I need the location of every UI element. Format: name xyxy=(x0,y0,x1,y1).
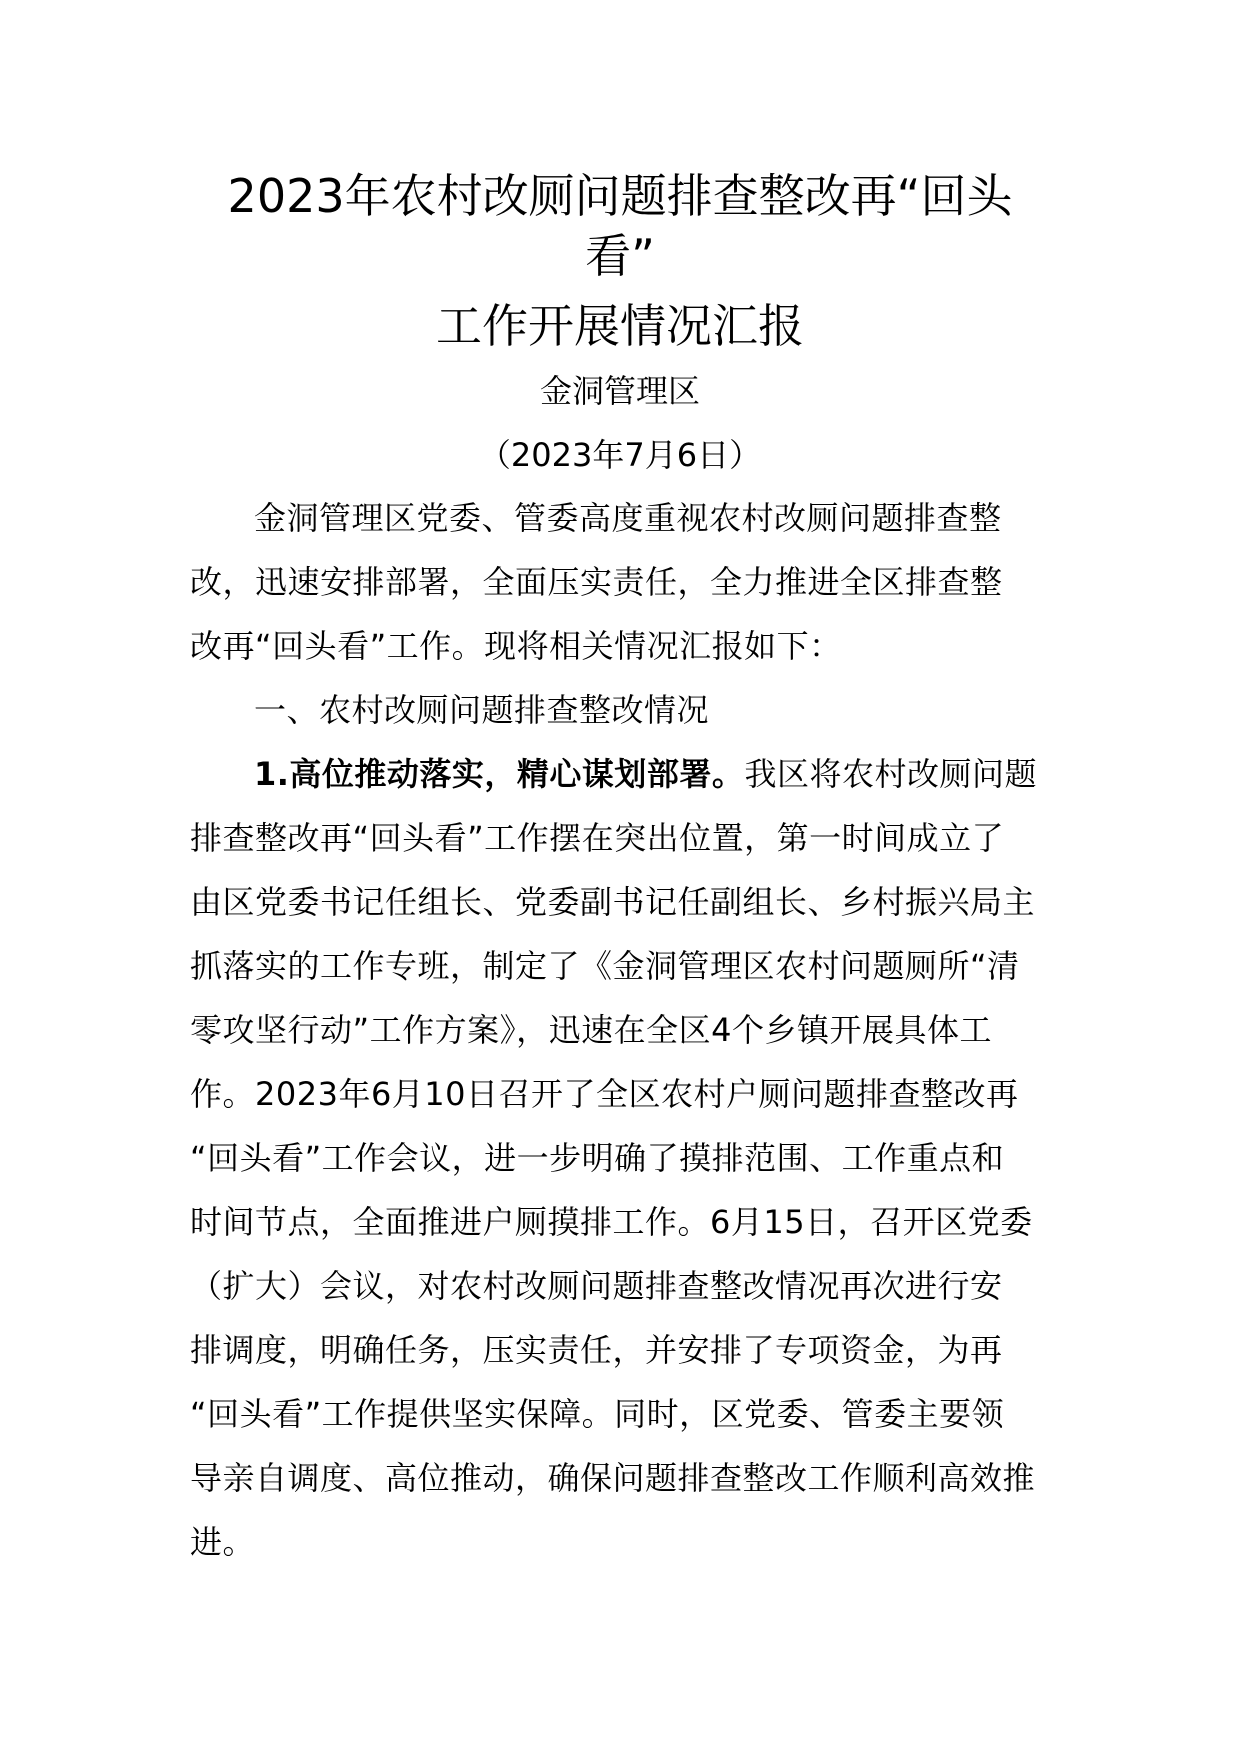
item1-first-line xyxy=(254,754,1124,794)
issuer: 金洞管理区 xyxy=(539,372,700,410)
title-line-2: 看” xyxy=(585,229,655,283)
item1-line-9: （扩大）会议，对农村改厕问题排查整改情况再次进行安 xyxy=(190,1267,1003,1305)
item1-heading: 1.高位推动落实，精心谋划部署。 xyxy=(254,755,745,793)
item1-line-8: 时间节点，全面推进户厕摸排工作。6月15日，召开区党委 xyxy=(190,1203,1033,1241)
item1-line-12: 导亲自调度、高位推动，确保问题排查整改工作顺利高效推 xyxy=(190,1459,1036,1497)
intro-line-1: 金洞管理区党委、管委高度重视农村改厕问题排查整 xyxy=(254,499,1002,537)
intro-line-3: 改再“回头看”工作。现将相关情况汇报如下： xyxy=(190,627,842,665)
section-heading: 一、农村改厕问题排查整改情况 xyxy=(254,691,710,729)
item1-line-5: 零攻坚行动”工作方案》，迅速在全区4个乡镇开展具体工 xyxy=(190,1011,992,1049)
item1-line-10: 排调度，明确任务，压实责任，并安排了专项资金，为再 xyxy=(190,1331,1003,1369)
report-date: （2023年7月6日） xyxy=(478,436,762,474)
title-line-1: 2023年农村改厕问题排查整改再“回头 xyxy=(227,169,1013,223)
item1-line-6: 作。2023年6月10日召开了全区农村户厕问题排查整改再 xyxy=(190,1075,1019,1113)
item1-line-4: 抓落实的工作专班，制定了《金洞管理区农村问题厕所“清 xyxy=(190,947,1020,985)
item1-first-rest: 我区将农村改厕问题 xyxy=(744,755,1037,793)
item1-line-7: “回头看”工作会议，进一步明确了摸排范围、工作重点和 xyxy=(190,1139,1005,1177)
item1-line-13: 进。 xyxy=(190,1523,256,1561)
item1-line-11: “回头看”工作提供坚实保障。同时，区党委、管委主要领 xyxy=(190,1395,1005,1433)
item1-line-2: 排查整改再“回头看”工作摆在突出位置，第一时间成立了 xyxy=(190,819,1005,857)
item1-line-3: 由区党委书记任组长、党委副书记任副组长、乡村振兴局主 xyxy=(190,883,1036,921)
intro-line-2: 改，迅速安排部署，全面压实责任，全力推进全区排查整 xyxy=(190,563,1003,601)
title-line-3: 工作开展情况汇报 xyxy=(436,299,804,353)
